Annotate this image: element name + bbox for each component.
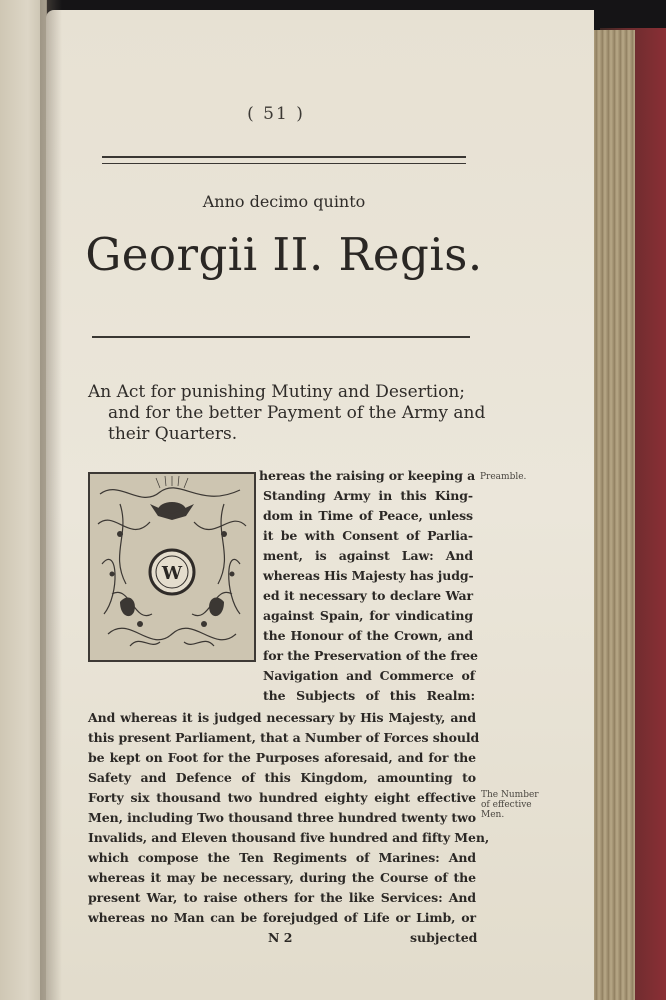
initial-letter: W	[161, 563, 183, 584]
act-title-line: their Quarters.	[108, 424, 238, 444]
body-line: Men, including Two thousand three hundred twenty two	[88, 810, 476, 825]
page-gutter-shadow	[40, 0, 62, 1000]
catchword: subjected	[410, 930, 478, 945]
body-line: ed it necessary to declare War	[263, 588, 473, 603]
body-line: ment, is against Law: And	[263, 548, 473, 563]
body-line: it be with Consent of Parlia-	[263, 528, 473, 543]
page-number: ( 51 )	[247, 104, 305, 124]
marginal-note-line: The Number	[481, 790, 539, 800]
body-line: Standing Army in this King-	[263, 488, 473, 503]
body-line: whereas His Majesty has judg-	[263, 568, 474, 583]
body-line: Forty six thousand two hundred eighty eight effective	[88, 790, 476, 805]
heading-small: Anno decimo quinto	[202, 192, 366, 211]
act-title	[88, 382, 498, 445]
body-line: Safety and Defence of this Kingdom, amounting to	[88, 770, 476, 785]
body-line: Invalids, and Eleven thousand five hundred and fifty Men,	[88, 830, 490, 845]
page-block-fore-edge	[590, 30, 635, 1000]
act-title-line: An Act for punishing Mutiny and Desertion;	[88, 382, 466, 402]
body-line: whereas no Man can be forejudged of Life or Limb, or	[88, 910, 476, 925]
body-line: And whereas it is judged necessary by His Majesty, and	[88, 710, 476, 725]
marginal-note-preamble: Preamble.	[480, 472, 527, 482]
body-line: for the Preservation of the free	[263, 648, 478, 663]
body-line: which compose the Ten Regiments of Marines: And	[88, 850, 476, 865]
body-line: this present Parliament, that a Number of Forces should	[88, 730, 480, 745]
double-rule	[102, 156, 466, 164]
body-line: present War, to raise others for the like Services: And	[88, 890, 476, 905]
act-title-line: and for the better Payment of the Army and	[108, 403, 486, 423]
heading-large: Georgii II. Regis.	[85, 228, 483, 281]
marginal-note-number	[481, 790, 539, 820]
body-line: be kept on Foot for the Purposes aforesaid, and for the	[88, 750, 476, 765]
body-line: hereas the raising or keeping a	[259, 468, 476, 483]
body-line: the Honour of the Crown, and	[263, 628, 473, 643]
body-line: dom in Time of Peace, unless	[263, 508, 473, 523]
body-line: Navigation and Commerce of	[263, 668, 475, 683]
woodcut-ornament-icon	[90, 474, 254, 660]
marginal-note-line: of effective	[481, 800, 532, 810]
body-line: the Subjects of this Realm:	[263, 688, 475, 703]
marginal-note-line: Men.	[481, 810, 505, 820]
single-rule	[92, 336, 470, 338]
body-line: whereas it may be necessary, during the Course of the	[88, 870, 476, 885]
body-line: against Spain, for vindicating	[263, 608, 473, 623]
decorated-initial	[88, 472, 256, 662]
signature-mark: N 2	[268, 930, 293, 945]
